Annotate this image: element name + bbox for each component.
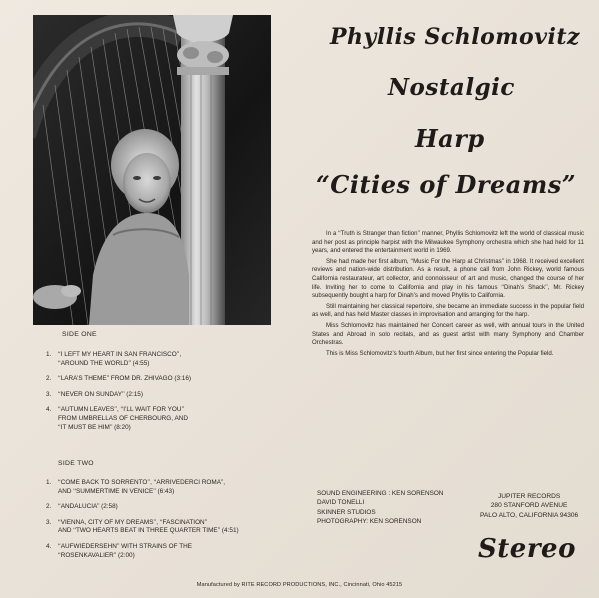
track-line: ‘‘IT MUST BE HIM’’ (8:20) — [58, 423, 131, 431]
track-item — [46, 519, 296, 536]
track-number: 1. — [46, 479, 52, 486]
address-line: JUPITER RECORDS — [497, 493, 561, 500]
harpist-photo — [33, 15, 271, 325]
track-item — [46, 479, 296, 496]
credit-line: DAVID TONELLI — [317, 499, 365, 507]
track-number: 4. — [46, 542, 52, 550]
artist-name-title: Phyllis Schlomovitz — [330, 24, 580, 50]
track-line: ‘‘VIENNA, CITY OF MY DREAMS’’, ‘‘FASCINATION’’ — [58, 518, 208, 526]
title-nostalgic: Nostalgic — [388, 74, 515, 101]
track-line: AND ‘‘TWO HEARTS BEAT IN THREE QUARTER TIME’’ (4:51) — [58, 527, 239, 535]
bio-paragraph: Miss Schlomovitz has maintained her Concert career as well, with annual tours in the United States and Abroad in solo recitals, and as guest artist with many Symphony and Chamber Orchestras. — [312, 321, 584, 347]
side-two-heading: SIDE TWO — [58, 460, 94, 467]
manufacturer-footer: Manufactured by RITE RECORD PRODUCTIONS, INC., Cincinnati, Ohio 45215 — [196, 582, 403, 588]
track-line: ‘‘AUTUMN LEAVES’’, ‘‘I’LL WAIT FOR YOU’’ — [58, 406, 185, 414]
track-item — [46, 503, 296, 512]
side-two-tracklist — [46, 479, 296, 567]
credit-line: SKINNER STUDIOS — [317, 508, 376, 516]
stereo-label: Stereo — [478, 534, 576, 564]
artist-biography — [312, 230, 584, 360]
track-line: AND ‘‘SUMMERTIME IN VENICE’’ (6:43) — [58, 487, 175, 495]
track-item — [46, 391, 296, 400]
harp-photo-illustration — [33, 15, 271, 325]
bio-paragraph: She had made her first album, ‘‘Music For the Harp at Christmas’’ in 1968. It received excellent reviews and nation-wide distribution. As a result, a phone call from John Rickey, world famous California restaurateur, art collector, and connoisseur of art and music, changed the course of her life. Inviting her to come to California and play in his famous ‘‘Dinah’s Shack’’, Mr. Rickey subsequently bought a harp for Dinah’s and moved Phyllis to California. — [312, 257, 584, 300]
track-number: 2. — [46, 375, 52, 383]
track-item — [46, 406, 296, 432]
bio-paragraph: This is Miss Schlomovitz’s fourth Album, but her first since entering the Popular field. — [326, 349, 554, 357]
track-item — [46, 543, 296, 560]
title-harp: Harp — [415, 124, 485, 153]
track-line: ‘‘NEVER ON SUNDAY’’ (2:15) — [58, 390, 143, 398]
production-credits — [317, 489, 443, 527]
credit-line: SOUND ENGINEERING : KEN SORENSON — [317, 490, 444, 497]
side-one-heading: SIDE ONE — [62, 331, 97, 338]
track-number: 3. — [46, 518, 52, 526]
track-line: ‘‘AUFWIEDERSEHN’’ WITH STRAINS OF THE — [58, 542, 192, 550]
address-line: PALO ALTO, CALIFORNIA 94306 — [480, 511, 579, 519]
track-line: ‘‘ANDALUCIA’’ (2:58) — [58, 503, 118, 511]
track-item — [46, 351, 296, 368]
track-line: ‘‘COME BACK TO SORRENTO’’, ‘‘ARRIVEDERCI ROMA’’, — [58, 479, 226, 486]
track-number: 1. — [46, 351, 52, 358]
bio-paragraph: Still maintaining her classical repertoire, she became an immediate success in the popular field as well, and has held Master classes in improvisation and arranging for the harp. — [312, 302, 584, 319]
track-line: FROM UMBRELLAS OF CHERBOURG, AND — [58, 414, 188, 422]
track-number: 2. — [46, 503, 52, 511]
track-line: ‘‘ROSENKAVALIER’’ (2:00) — [58, 551, 135, 559]
label-address — [480, 492, 578, 520]
address-line: 280 STANFORD AVENUE — [490, 502, 568, 510]
side-one-tracklist — [46, 351, 296, 439]
track-item — [46, 375, 296, 384]
track-line: ‘‘AROUND THE WORLD’’ (4:55) — [58, 359, 150, 367]
album-title: “Cities of Dreams” — [316, 170, 577, 199]
track-line: ‘‘I LEFT MY HEART IN SAN FRANCISCO’’, — [58, 351, 182, 358]
track-line: ‘‘LARA’S THEME’’ FROM DR. ZHIVAGO (3:16) — [58, 375, 192, 383]
bio-paragraph: In a ‘‘Truth is Stranger than fiction’’ manner, Phyllis Schlomovitz left the world of classical music and her post as principle harpist with the Milwaukee Symphony orchestra which she had held for 11 years, and entered the entertainment world in 1969. — [312, 230, 584, 255]
track-number: 3. — [46, 390, 52, 398]
track-number: 4. — [46, 406, 52, 414]
credit-line: PHOTOGRAPHY: KEN SORENSON — [317, 518, 422, 526]
